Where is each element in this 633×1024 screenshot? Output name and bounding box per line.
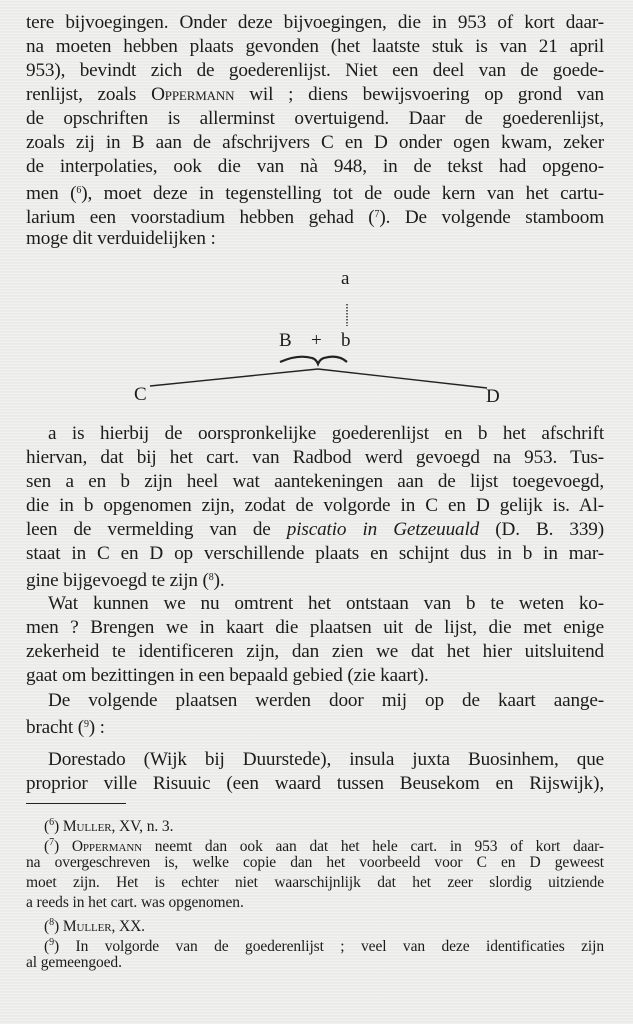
branch-right xyxy=(318,369,487,388)
footnote: ($^7$) Oppermann neemt dan ook aan dat het hele cart. in 953 of kort daar- xyxy=(44,837,604,855)
author-name: Oppermann xyxy=(71,838,143,855)
footnote-number: 9 xyxy=(49,937,54,948)
text-fragment: larium een voorstadium hebben gehad ( xyxy=(26,207,375,228)
stemma-node-D: D xyxy=(486,386,500,407)
text-fragment: ) : xyxy=(88,717,105,738)
footnote-ref: 7 xyxy=(374,209,380,220)
latin-phrase: piscatio in Getzeuuald xyxy=(286,519,480,540)
footnote-ref: 8 xyxy=(208,572,214,583)
stemma-node-b: b xyxy=(341,330,351,351)
stemma-node-C: C xyxy=(134,384,147,405)
author-name: Muller xyxy=(62,818,112,835)
footnote-number: 7 xyxy=(49,837,54,848)
footnote: ($^8$) Muller, XX. xyxy=(44,917,145,935)
brace xyxy=(280,357,347,364)
text-fragment: ). De volgende stamboom xyxy=(379,207,604,228)
text-line: men ? Brengen we in kaart die plaatsen uit de lijst, die met enige xyxy=(26,617,604,638)
text-fragment: , XV, n. 3. xyxy=(111,818,174,835)
text-line xyxy=(26,83,604,107)
text-fragment: neemt dan ook aan dat het hele cart. in 953 of kort daar- xyxy=(142,838,604,855)
text-line: zoals zij in B aan de afschrijvers C en D onder ogen kwam, zeker xyxy=(26,132,604,153)
text-line xyxy=(26,713,604,740)
footnote: ($^9$) In volgorde van de goederenlijst ; veel van deze identificaties zijn xyxy=(44,937,604,955)
text-line: moge dit verduidelijken : xyxy=(26,228,216,249)
stemma-diagram xyxy=(0,262,633,412)
footnote-ref: 6 xyxy=(76,185,82,196)
footnote-line: na overgeschreven is, welke copie dan het voorbeeld voor C en D geweest xyxy=(26,854,604,871)
text-line: 953), bevindt zich de goederenlijst. Niet een deel van de goede- xyxy=(26,60,604,81)
author-name: Muller xyxy=(62,918,112,935)
text-line: a is hierbij de oorspronkelijke goederenlijst en b het afschrift xyxy=(48,423,604,444)
stemma-node-a: a xyxy=(341,268,350,289)
branch-left xyxy=(150,369,318,386)
text-line: staat in C en D op verschillende plaats en schijnt dus in b in mar- xyxy=(26,543,604,564)
text-line: Wat kunnen we nu omtrent het ontstaan van b te weten ko- xyxy=(48,593,604,614)
footnote: ($^6$) Muller, XV, n. 3. xyxy=(44,817,174,835)
footnote-number: 8 xyxy=(49,917,54,928)
text-line: De volgende plaatsen werden door mij op de kaart aange- xyxy=(48,690,604,711)
text-line: na moeten hebben plaats gevonden (het laatste stuk is van 21 april xyxy=(26,36,604,57)
text-fragment: leen de vermelding van de xyxy=(26,519,287,540)
text-line xyxy=(26,179,604,206)
text-line: die in b opgenomen zijn, zodat de volgorde in C en D gelijk is. Al- xyxy=(26,495,604,516)
text-fragment: men ( xyxy=(26,183,77,204)
text-fragment: gine bijgevoegd te zijn ( xyxy=(26,570,209,591)
text-fragment: (D. B. 339) xyxy=(479,519,604,540)
text-fragment: bracht ( xyxy=(26,717,84,738)
footnote-divider xyxy=(26,803,126,804)
text-line: sen a en b zijn heel wat aantekeningen aan de lijst toegevoegd, xyxy=(26,471,604,492)
text-fragment: ), moet deze in tegenstelling tot de oude kern van het cartu- xyxy=(81,183,604,204)
text-fragment: , XX. xyxy=(111,918,145,935)
footnote-line: a reeds in het cart. was opgenomen. xyxy=(26,894,244,911)
footnote-line: al gemeengoed. xyxy=(26,954,122,971)
footnote-number: 6 xyxy=(49,817,54,828)
author-name: Oppermann xyxy=(151,84,235,105)
text-line: de interpolaties, ook die van nà 948, in de tekst had opgeno- xyxy=(26,156,604,177)
text-line: hiervan, dat bij het cart. van Radbod werd gevoegd na 953. Tus- xyxy=(26,447,604,468)
text-line: proprior ville Risuuic (een waard tussen Beusekom en Rijswijk), xyxy=(26,773,604,794)
text-fragment: wil ; diens bewijsvoering op grond van xyxy=(234,84,604,105)
text-fragment: renlijst, zoals xyxy=(26,84,137,105)
text-fragment: ). xyxy=(213,570,225,591)
text-line: gaat om bezittingen in een bepaald gebied (zie kaart). xyxy=(26,665,429,686)
text-line: de opschriften is allerminst overtuigend. Daar de goederenlijst, xyxy=(26,108,604,129)
text-line xyxy=(26,566,604,593)
footnote-line: moet zijn. Het is echter niet waarschijnlijk dat het zeer slordig uitziende xyxy=(26,874,604,891)
text-line: Dorestado (Wijk bij Duurstede), insula juxta Buosinhem, que xyxy=(48,749,604,770)
text-line: zekerheid te identificeren zijn, dan zien we dat het hier uitsluitend xyxy=(26,641,604,662)
footnote-ref: 9 xyxy=(83,719,89,730)
stemma-node-B: B xyxy=(279,330,292,351)
text-line xyxy=(26,203,604,230)
text-line: tere bijvoegingen. Onder deze bijvoegingen, die in 953 of kort daar- xyxy=(26,12,604,33)
stemma-plus: + xyxy=(311,330,322,351)
text-line xyxy=(26,518,604,542)
text-fragment: In volgorde van de goederenlijst ; veel van deze identificaties zijn xyxy=(59,938,604,955)
